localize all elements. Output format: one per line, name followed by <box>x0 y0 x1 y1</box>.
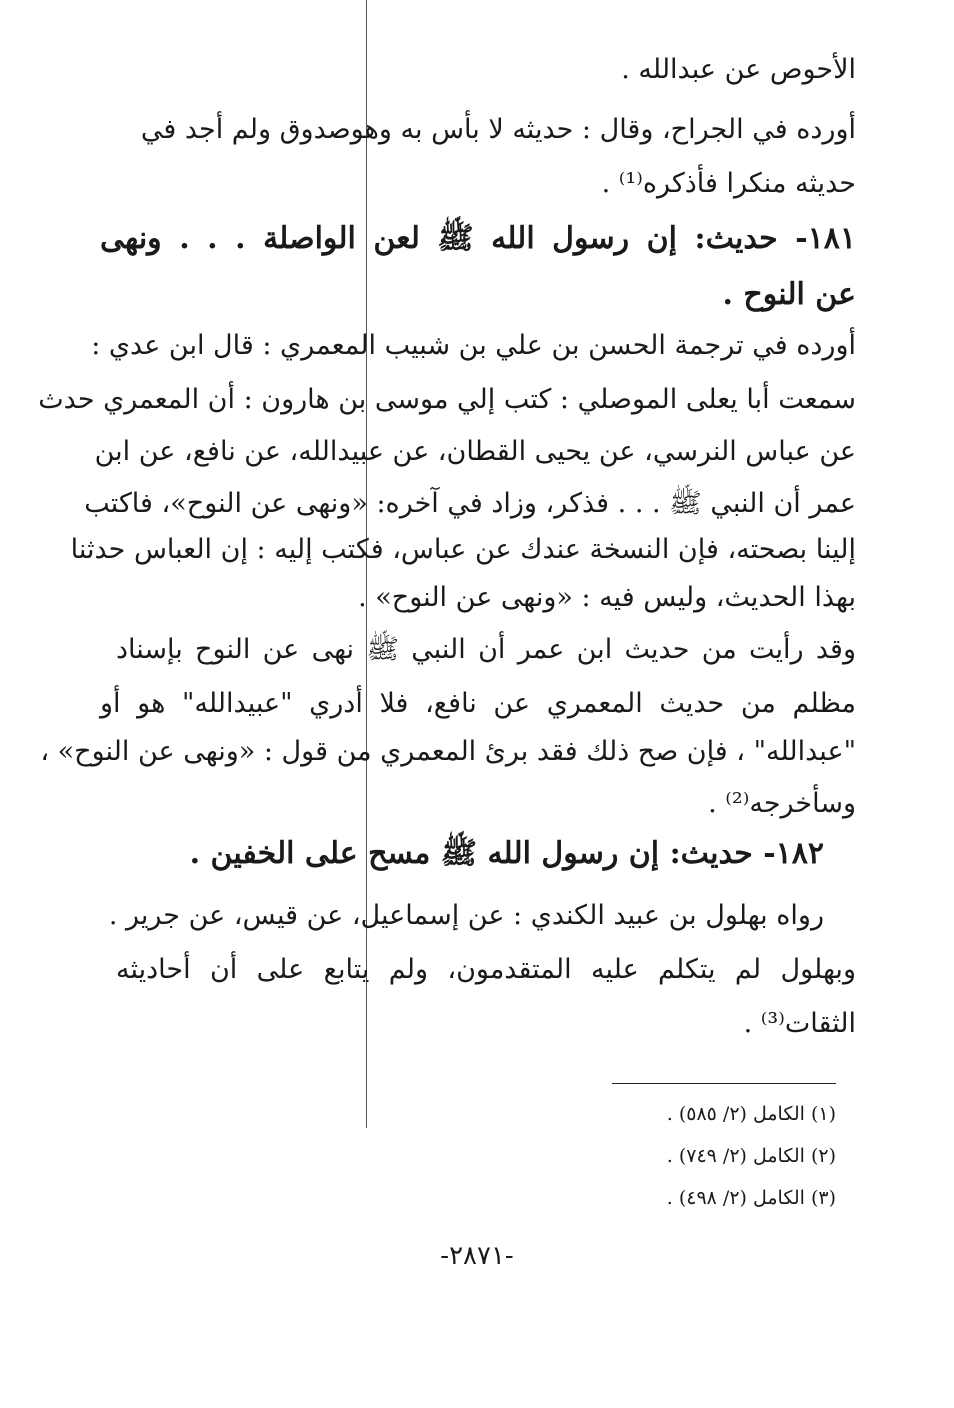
text-line: "عبدالله" ، فإن صح ذلك فقد برئ المعمري من قول : «ونهى عن النوح» ، <box>40 736 856 767</box>
text-line: وسأخرجه⁽²⁾ . <box>708 788 856 819</box>
text-line: رواه بهلول بن عبيد الكندي : عن إسماعيل، عن قيس، عن جرير . <box>108 900 824 931</box>
text-line: الثقات⁽³⁾ . <box>743 1008 856 1039</box>
text-line: سمعت أبا يعلى الموصلي : كتب إلي موسى بن هارون : أن المعمري حدث <box>38 384 856 415</box>
text-line: أورده في الجراح، وقال : حديثه لا بأس به وهوصدوق ولم أجد في <box>140 114 856 145</box>
text-line: بهذا الحديث، وليس فيه : «ونهى عن النوح» . <box>358 582 856 613</box>
footnote-2: (٢) الكامل (٢/ ٧٤٩) . <box>666 1145 836 1167</box>
text-line: مظلم من حديث المعمري عن نافع، فلا أدري "عبيدالله" هو أو <box>100 688 856 719</box>
text-line: أورده في ترجمة الحسن بن علي بن شبيب المعمري : قال ابن عدي : <box>91 330 856 361</box>
page-number: -٢٨٧١- <box>440 1241 514 1271</box>
hadith-heading-181-cont: عن النوح . <box>722 277 856 312</box>
footnote-separator <box>612 1083 836 1084</box>
text-line: عن عباس النرسي، عن يحيى القطان، عن عبيدالله، عن نافع، عن ابن <box>94 436 856 467</box>
text-line: وبهلول لم يتكلم عليه المتقدمون، ولم يتابع على أن أحاديثه <box>116 954 856 985</box>
text-line: إلينا بصحته، فإن النسخة عندك عن عباس، فكتب إليه : إن العباس حدثنا <box>70 534 856 565</box>
footnote-1: (١) الكامل (٢/ ٥٨٥) . <box>666 1103 836 1125</box>
hadith-heading-181: ١٨١- حديث: إن رسول الله ﷺ لعن الواصلة . . . ونهى <box>100 221 856 256</box>
text-line: عمر أن النبي ﷺ . . . فذكر، وزاد في آخره: «ونهى عن النوح»، فاكتب <box>84 488 856 519</box>
hadith-heading-182: ١٨٢- حديث: إن رسول الله ﷺ مسح على الخفين . <box>189 836 824 871</box>
footnote-3: (٣) الكامل (٢/ ٤٩٨) . <box>666 1187 836 1209</box>
text-line: وقد رأيت من حديث ابن عمر أن النبي ﷺ نهى عن النوح بإسناد <box>116 634 856 665</box>
text-line: الأحوص عن عبدالله . <box>621 54 856 85</box>
text-line: حديثه منكرا فأذكره⁽¹⁾ . <box>601 168 856 199</box>
